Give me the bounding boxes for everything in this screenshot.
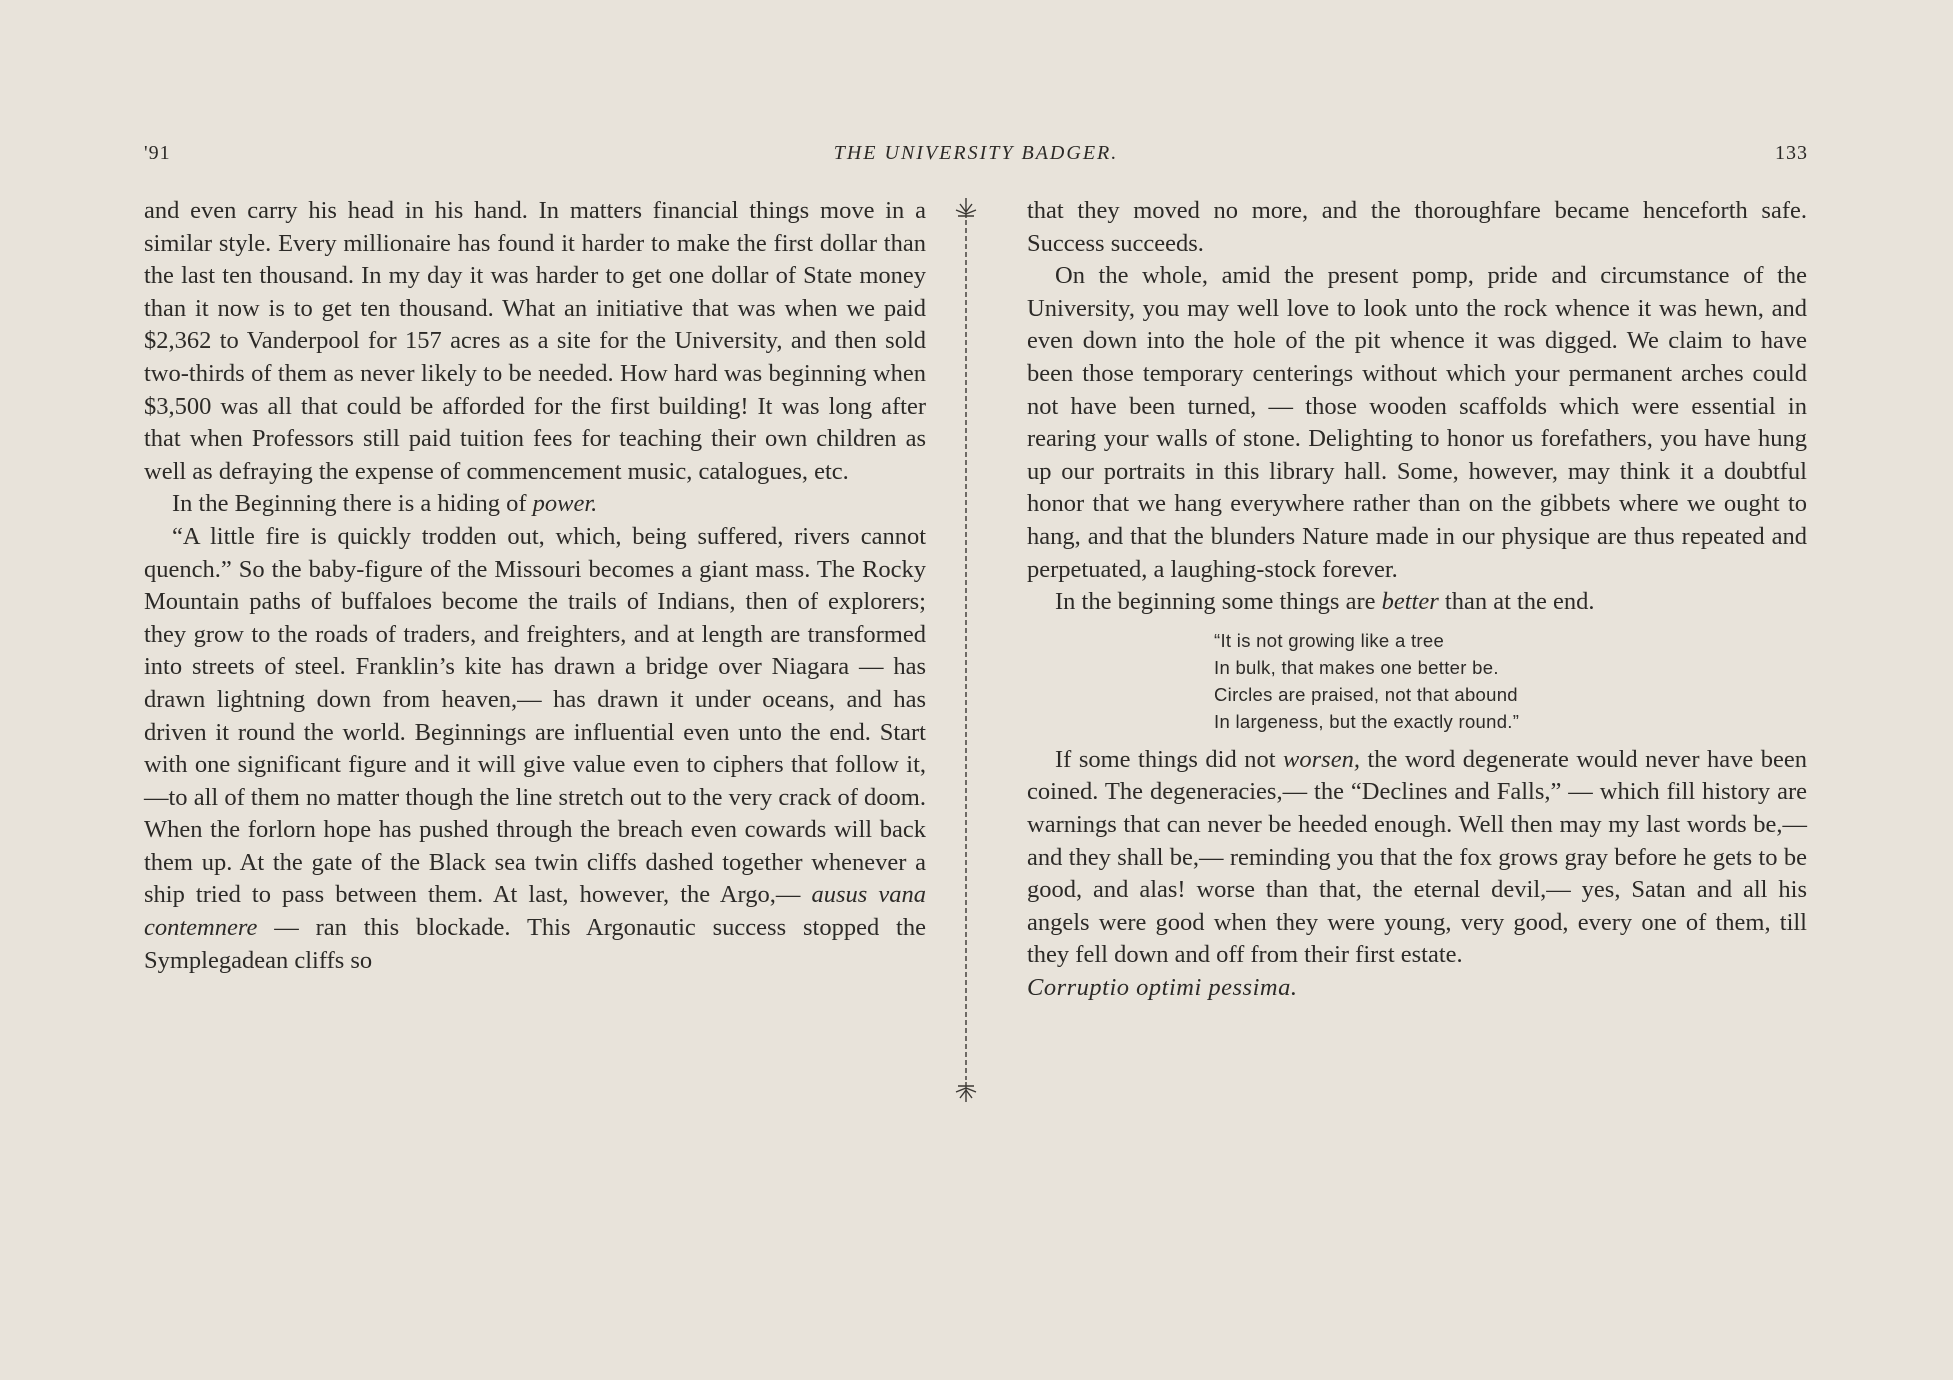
- italic-word: better: [1381, 588, 1439, 616]
- poem-line: In bulk, that makes one better be.: [1214, 656, 1499, 678]
- paragraph-text: — ran this blockade. This Argonautic success stopped the Symplegadean cliffs so: [144, 914, 926, 974]
- paragraph: [144, 521, 926, 977]
- paragraph: [1027, 744, 1807, 972]
- left-column: [144, 195, 926, 977]
- header-title: THE UNIVERSITY BADGER.: [833, 142, 1119, 164]
- paragraph-text: “A little fire is quickly trodden out, which, being suffered, rivers cannot quench.” So the baby-figure of the Missouri becomes a giant mass. The Rocky Mountain paths of buffaloes become the trails of Indians, then of explorers; they grow to the roads of traders, and freighters, and at length are transformed into streets of steel. Franklin’s kite has drawn a bridge over Niagara — has drawn lightning down from heaven,— has drawn it under oceans, and has driven it round the world. Beginnings are influential even unto the end. Start with one significant figure and it will give value even to ciphers that follow it,—to all of them no matter though the line stretch out to the very crack of doom. When the forlorn hope has pushed through the breach even cowards will back them up. At the gate of the Black sea twin cliffs dashed together whenever a ship tried to pass between them. At last, however, the Argo,—: [144, 522, 926, 909]
- paragraph: [144, 488, 926, 521]
- italic-word: power.: [532, 490, 598, 518]
- column-divider-ornament: [946, 196, 986, 1106]
- paragraph-text: If some things did not: [1055, 745, 1284, 773]
- paragraph-text: than at the end.: [1438, 588, 1595, 616]
- paragraph: and even carry his head in his hand. In matters financial things move in a similar style. Every millionaire has found it harder to make the first dollar than the last ten thousand. In my day it was harder to get one dollar of State money than it now is to get ten thousand. What an initiative that was when we paid $2,362 to Vanderpool for 157 acres as a site for the University, and then sold two-thirds of them as never likely to be needed. How hard was beginning when $3,500 was all that could be afforded for the first building! It was long after that when Professors still paid tuition fees for teaching their own children as well as defraying the expense of commencement music, catalogues, etc.: [144, 197, 926, 485]
- italic-word: worsen,: [1283, 745, 1360, 773]
- paragraph-text: the word degenerate would never have been coined. The degeneracies,— the “Declines and Falls,” — which fill history are warnings that can never be heeded enough. Well then may my last words be,— and they shall be,— reminding you that the fox grows gray before he gets to be good, and alas! worse than that, the eternal devil,— yes, Satan and all his angels were good when they were young, very good, every one of them, till they fell down and off from their first estate.: [1027, 745, 1807, 969]
- closing-latin: Corruptio optimi pessima.: [1027, 973, 1298, 1001]
- paragraph-text: In the Beginning there is a hiding of: [172, 490, 533, 518]
- poem-line: In largeness, but the exactly round.”: [1214, 710, 1520, 732]
- header-year: '91: [144, 142, 171, 164]
- poem-line: “It is not growing like a tree: [1214, 629, 1445, 651]
- latin-phrase: ausus vana contemnere: [144, 881, 926, 942]
- paragraph-text: In the beginning some things are: [1055, 588, 1382, 616]
- poem-quote: [1214, 627, 1807, 735]
- page-number: 133: [1775, 142, 1808, 164]
- right-column: [1027, 195, 1807, 1004]
- paragraph: [1027, 586, 1807, 619]
- poem-line: Circles are praised, not that abound: [1214, 683, 1518, 705]
- paragraph: that they moved no more, and the thoroughfare became henceforth safe. Success succeeds.: [1027, 197, 1807, 257]
- paragraph: On the whole, amid the present pomp, pride and circumstance of the University, you may well love to look unto the rock whence it was hewn, and even down into the hole of the pit whence it was digged. We claim to have been those temporary centerings without which your permanent arches could not have been turned, — those wooden scaffolds which were essential in rearing your walls of stone. Delighting to honor us forefathers, you have hung up our portraits in this library hall. Some, however, may think it a doubtful honor that we hang everywhere rather than on the gibbets where we ought to hang, and that the blunders Nature made in our physique are thus repeated and perpetuated, a laughing-stock forever.: [1027, 262, 1807, 583]
